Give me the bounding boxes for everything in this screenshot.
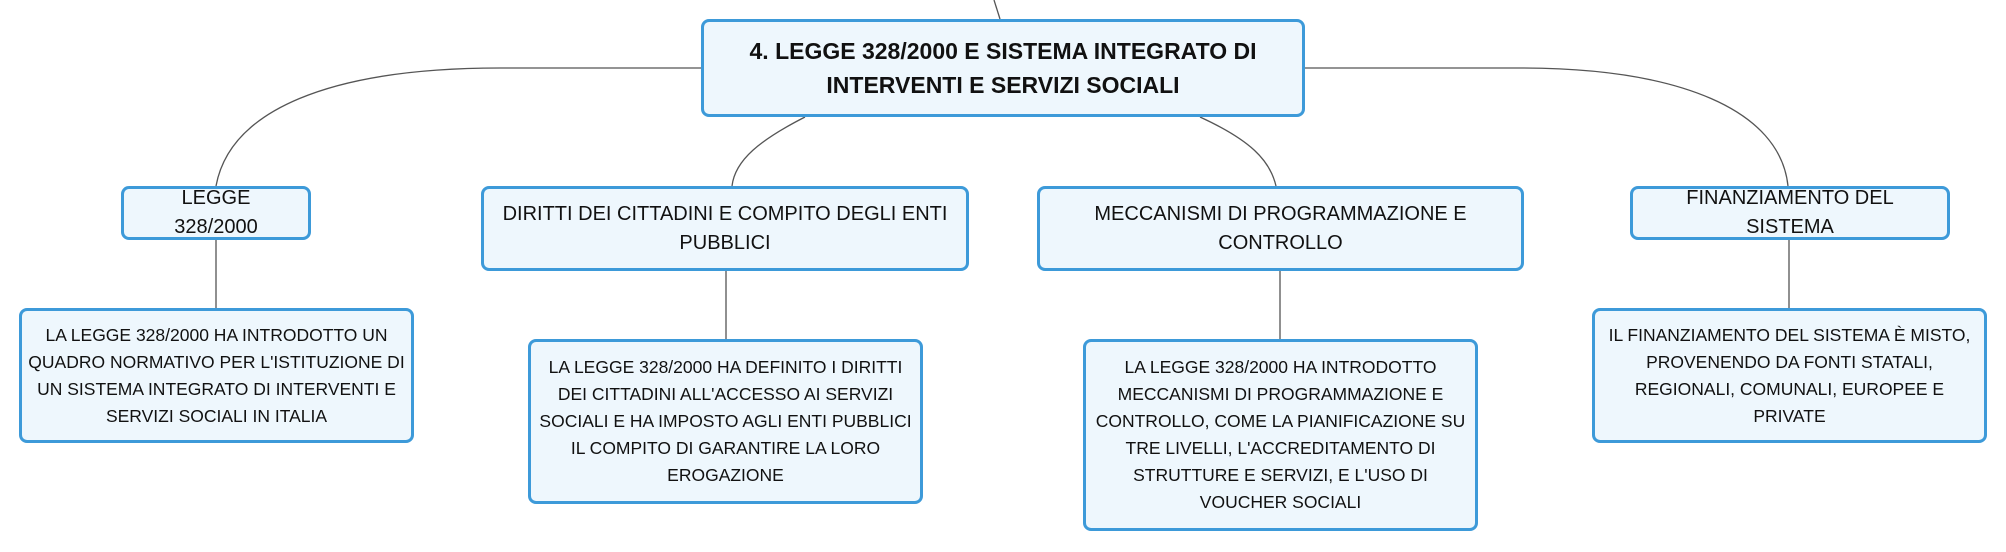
branch-topic-label: LEGGE 328/2000 bbox=[174, 187, 258, 238]
connector-root-to-branch-1 bbox=[216, 68, 701, 186]
branch-topic-label: MECCANISMI DI PROGRAMMAZIONE E CONTROLLO bbox=[1094, 202, 1467, 254]
detail-topic-meccanismi-programmazione[interactable] bbox=[1083, 339, 1478, 531]
branch-topic-label: FINANZIAMENTO DEL SISTEMA bbox=[1686, 187, 1894, 238]
detail-topic-text: LA LEGGE 328/2000 HA DEFINITO I DIRITTI DEI CITTADINI ALL'ACCESSO AI SERVIZI SOCIALI E HA IMPOSTO AGLI ENTI PUBBLICI IL COMPITO DI GARANTIRE LA LORO EROGAZIONE bbox=[539, 357, 912, 485]
branch-topic-label: DIRITTI DEI CITTADINI E COMPITO DEGLI ENTI PUBBLICI bbox=[502, 202, 948, 254]
root-topic[interactable] bbox=[701, 19, 1305, 117]
root-topic-label: 4. LEGGE 328/2000 E SISTEMA INTEGRATO DI INTERVENTI E SERVIZI SOCIALI bbox=[749, 38, 1257, 98]
connector-root-to-branch-2 bbox=[732, 117, 805, 186]
connector-root-to-branch-3 bbox=[1200, 117, 1276, 186]
detail-topic-text: IL FINANZIAMENTO DEL SISTEMA È MISTO, PROVENENDO DA FONTI STATALI, REGIONALI, COMUNALI, EUROPEE E PRIVATE bbox=[1608, 324, 1971, 426]
detail-topic-diritti-cittadini[interactable] bbox=[528, 339, 923, 504]
detail-topic-text: LA LEGGE 328/2000 HA INTRODOTTO UN QUADRO NORMATIVO PER L'ISTITUZIONE DI UN SISTEMA INTEGRATO DI INTERVENTI E SERVIZI SOCIALI IN ITALIA bbox=[28, 324, 405, 426]
branch-topic-finanziamento[interactable] bbox=[1630, 186, 1950, 240]
detail-topic-legge-328-2000[interactable] bbox=[19, 308, 414, 443]
connector-root-to-branch-4 bbox=[1305, 68, 1788, 186]
branch-topic-meccanismi-programmazione[interactable] bbox=[1037, 186, 1524, 271]
branch-topic-diritti-cittadini[interactable] bbox=[481, 186, 969, 271]
detail-topic-finanziamento[interactable] bbox=[1592, 308, 1987, 443]
detail-topic-text: LA LEGGE 328/2000 HA INTRODOTTO MECCANISMI DI PROGRAMMAZIONE E CONTROLLO, COME LA PIANIFICAZIONE SU TRE LIVELLI, L'ACCREDITAMENTO DI STRUTTURE E SERVIZI, E L'USO DI VOUCHER SOCIALI bbox=[1095, 357, 1466, 512]
connector-to-parent bbox=[994, 0, 1000, 19]
branch-topic-legge-328-2000[interactable] bbox=[121, 186, 311, 240]
